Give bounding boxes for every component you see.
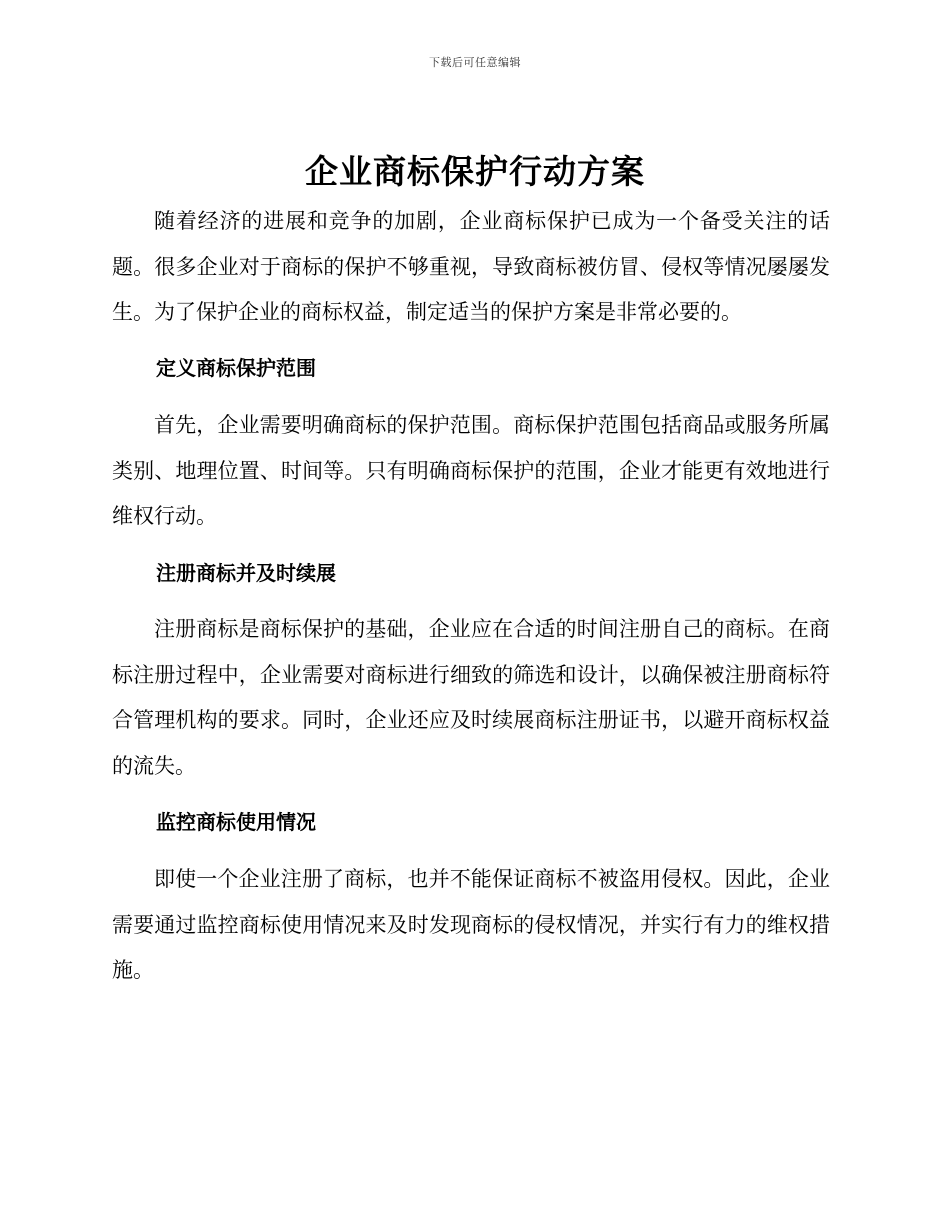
section-heading-scope: 定义商标保护范围 <box>156 356 316 380</box>
section-paragraph-monitor: 即使一个企业注册了商标，也并不能保证商标不被盗用侵权。因此，企业需要通过监控商标使用情况来及时发现商标的侵权情况，并实行有力的维权措施。 <box>112 867 830 982</box>
document-title: 企业商标保护行动方案 <box>305 152 645 191</box>
section-heading-register: 注册商标并及时续展 <box>156 561 336 585</box>
section-paragraph-register: 注册商标是商标保护的基础，企业应在合适的时间注册自己的商标。在商标注册过程中，企业需要对商标进行细致的筛选和设计，以确保被注册商标符合管理机构的要求。同时，企业还应及时续展商标注册证书，以避开商标权益的流失。 <box>112 617 830 778</box>
intro-paragraph: 随着经济的进展和竞争的加剧，企业商标保护已成为一个备受关注的话题。很多企业对于商标的保护不够重视，导致商标被仿冒、侵权等情况屡屡发生。为了保护企业的商标权益，制定适当的保护方案是非常必要的。 <box>112 209 830 324</box>
section-heading-monitor: 监控商标使用情况 <box>156 810 316 834</box>
section-paragraph-scope: 首先，企业需要明确商标的保护范围。商标保护范围包括商品或服务所属类别、地理位置、时间等。只有明确商标保护的范围，企业才能更有效地进行维权行动。 <box>112 413 830 528</box>
header-note: 下载后可任意编辑 <box>429 56 521 69</box>
